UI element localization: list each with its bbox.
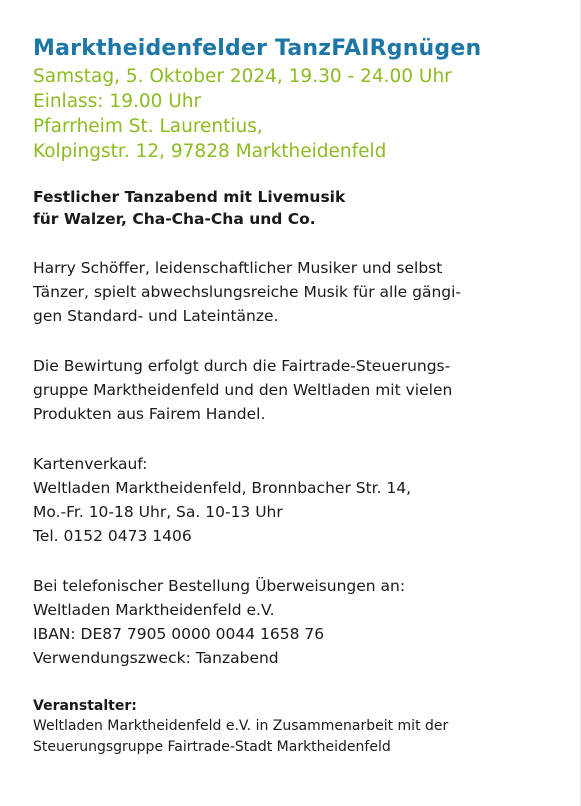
tickets-line: Mo.-Fr. 10-18 Uhr, Sa. 10-13 Uhr — [33, 503, 283, 521]
payment-section — [33, 574, 563, 670]
music-line: Tänzer, spielt abwechslungsreiche Musik für alle gängi- — [33, 283, 462, 301]
catering-line: Die Bewirtung erfolgt durch die Fairtrade-Steuerungs- — [33, 357, 451, 375]
event-venue: Pfarrheim St. Laurentius, — [33, 116, 263, 137]
organizer-heading: Veranstalter: — [33, 698, 137, 714]
intro-line: für Walzer, Cha-Cha-Cha und Co. — [33, 210, 316, 228]
spacer — [33, 328, 563, 354]
spacer — [33, 426, 563, 452]
catering-section — [33, 354, 563, 426]
event-date-time: Samstag, 5. Oktober 2024, 19.30 - 24.00 Uhr — [33, 66, 452, 87]
payment-reference: Verwendungszweck: Tanzabend — [33, 649, 279, 667]
payment-iban: IBAN: DE87 7905 0000 0044 1658 76 — [33, 625, 325, 643]
catering-line: Produkten aus Fairem Handel. — [33, 405, 266, 423]
organizer-line: Steuerungsgruppe Fairtrade-Stadt Marktheidenfeld — [33, 739, 391, 755]
event-title: Marktheidenfelder TanzFAIRgnügen — [33, 36, 482, 61]
organizer-section — [33, 696, 563, 758]
event-admission: Einlass: 19.00 Uhr — [33, 91, 202, 112]
intro-line: Festlicher Tanzabend mit Livemusik — [33, 188, 346, 206]
event-address: Kolpingstr. 12, 97828 Marktheidenfeld — [33, 141, 387, 162]
flyer-content — [33, 34, 563, 758]
organizer-line: Weltladen Marktheidenfeld e.V. in Zusammenarbeit mit der — [33, 718, 449, 734]
tickets-section — [33, 452, 563, 548]
music-line: Harry Schöffer, leidenschaftlicher Musiker und selbst — [33, 259, 443, 277]
spacer — [33, 230, 563, 256]
tickets-phone: Tel. 0152 0473 1406 — [33, 527, 192, 545]
tickets-line: Weltladen Marktheidenfeld, Bronnbacher Str. 14, — [33, 479, 412, 497]
music-line: gen Standard- und Lateintänze. — [33, 307, 279, 325]
payment-line: Bei telefonischer Bestellung Überweisungen an: — [33, 577, 406, 595]
music-section — [33, 256, 563, 328]
spacer — [33, 164, 563, 186]
payment-line: Weltladen Marktheidenfeld e.V. — [33, 601, 275, 619]
spacer — [33, 548, 563, 574]
spacer — [33, 670, 563, 696]
catering-line: gruppe Marktheidenfeld und den Weltladen mit vielen — [33, 381, 453, 399]
tickets-heading: Kartenverkauf: — [33, 455, 148, 473]
event-header — [33, 34, 563, 164]
intro-section — [33, 186, 563, 230]
